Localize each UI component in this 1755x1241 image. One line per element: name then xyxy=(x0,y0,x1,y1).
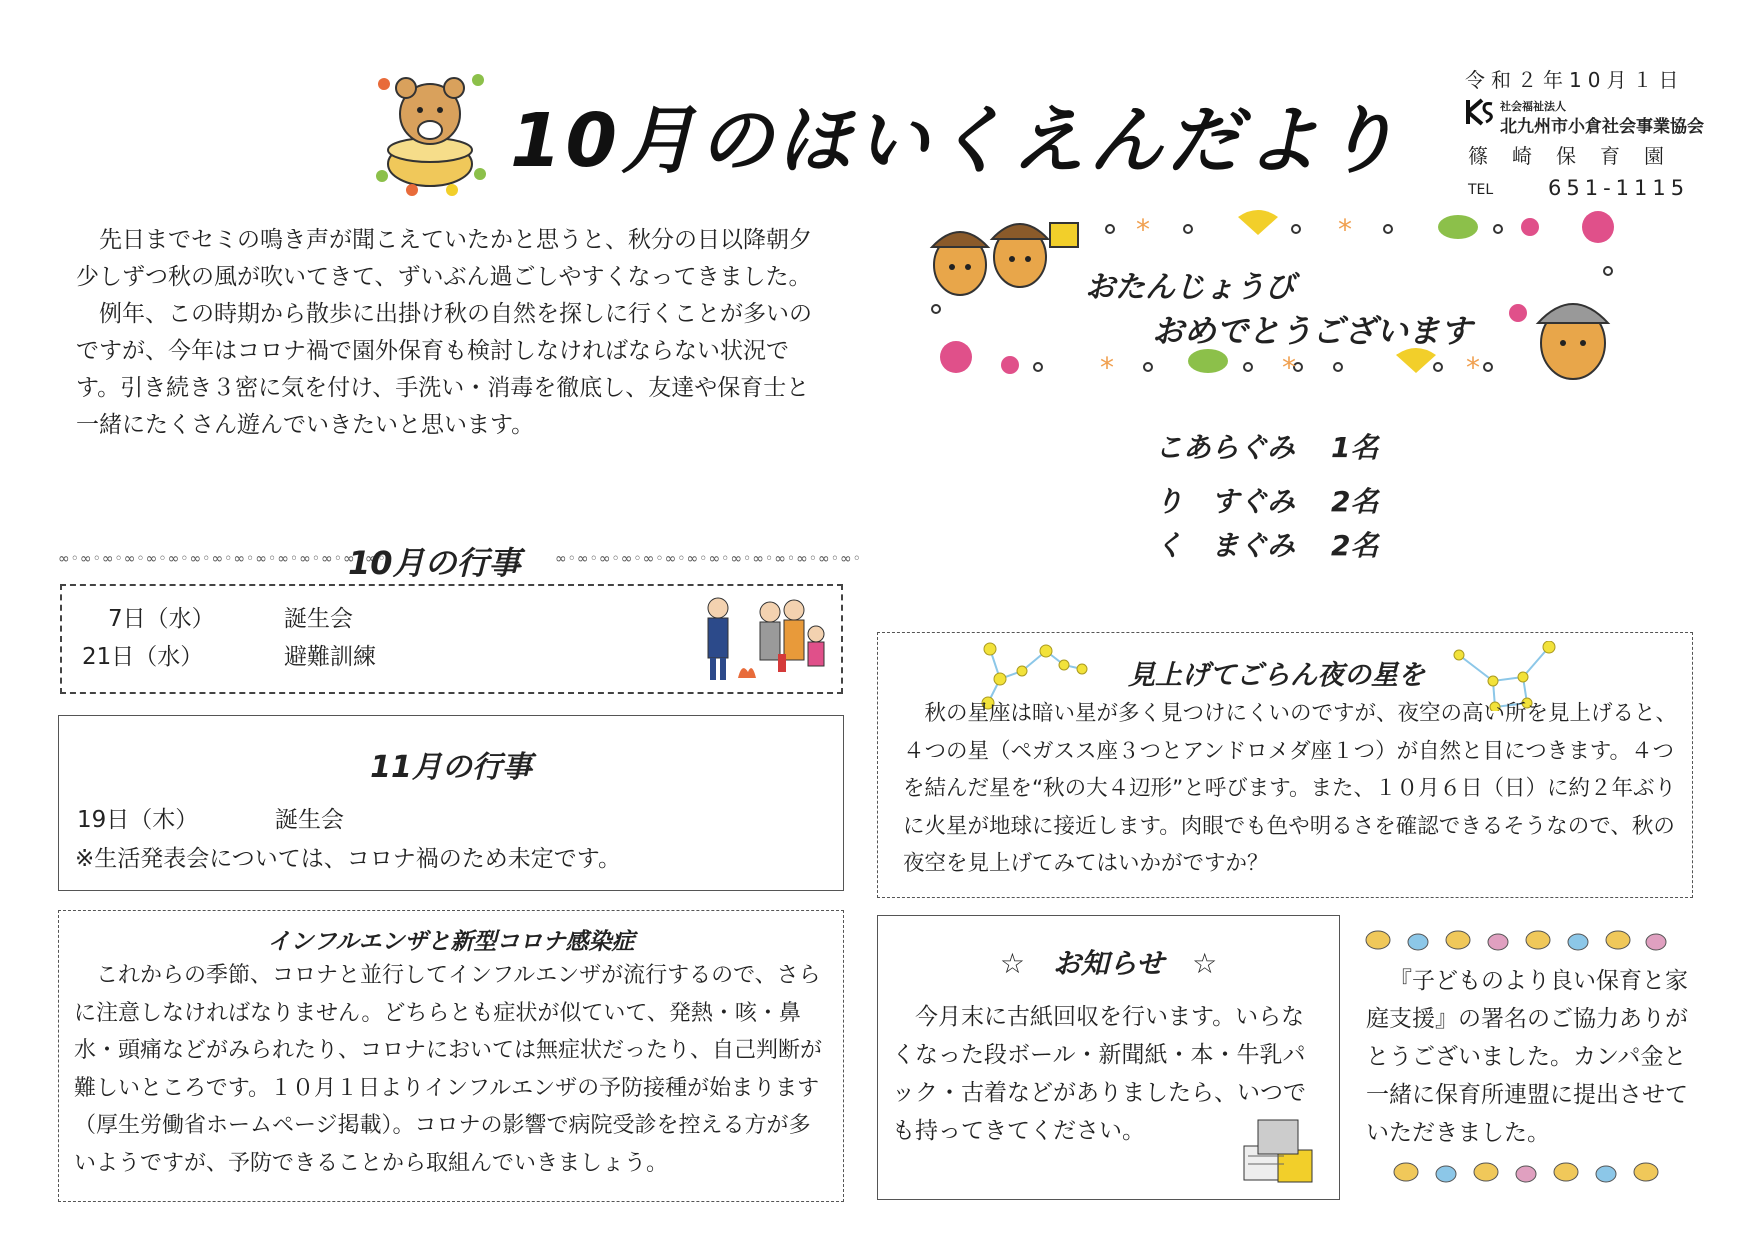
svg-text:*: * xyxy=(1466,351,1480,384)
influenza-body: これからの季節、コロナと並行してインフルエンザが流行するので、さらに注意しなければなりません。どちらとも症状が似ていて、発熱・咳・鼻水・頭痛などがみられたり、コロナにおいては無症状だったり、自己判断が難しいところです。１０月１日よりインフルエンザの予防接種が始まります（厚生労働省ホームページ掲載）。コロナの影響で病院受診を控える方が多いようですが、予防できることから取組んでいきましょう。 xyxy=(74,963,823,1176)
influenza-box xyxy=(58,910,844,1202)
class-name: り すぐみ xyxy=(1155,485,1296,518)
notice-box xyxy=(877,915,1340,1200)
october-events-heading: 10月の行事 xyxy=(348,544,521,582)
bird-border-icon xyxy=(1358,920,1674,960)
birthday-row xyxy=(1155,426,1378,466)
fire-drill-family-icon xyxy=(698,592,828,688)
event-name: 避難訓練 xyxy=(284,644,376,670)
newspaper-bundle-icon xyxy=(1238,1116,1318,1188)
svg-text:*: * xyxy=(1136,213,1150,246)
intro-section xyxy=(76,222,828,444)
squirrel-on-stump-icon xyxy=(372,64,490,196)
event-date: 19日（木） xyxy=(77,807,199,833)
class-name: く まぐみ xyxy=(1155,529,1296,562)
stars-body: 秋の星座は暗い星が多く見つけにくいのですが、夜空の高い所を見上げると、４つの星（ペガスス座３つとアンドロメダ座１つ）が自然と目につきます。４つを結んだ星を“秋の大４辺形”と呼びます。また、１０月６日（日）に約２年ぶりに火星が地球に接近します。肉眼でも色や明るさを確認できるそうなので、秋の夜空を見上げてみてはいかがですか？ xyxy=(903,701,1678,876)
birthday-subtitle: おめでとうございます xyxy=(1152,312,1473,350)
stars-box xyxy=(877,632,1693,898)
stars-heading: 見上げてごらん夜の星を xyxy=(1128,660,1425,691)
chestnut-border-right: ∞◦∞◦∞◦∞◦∞◦∞◦∞◦∞◦∞◦∞◦∞◦∞◦∞◦∞◦ xyxy=(555,551,862,567)
birthday-count: 2名 xyxy=(1331,485,1379,518)
october-events-box xyxy=(60,584,843,694)
notice-body: 今月末に古紙回収を行います。いらなくなった段ボール・新聞紙・本・牛乳パック・古着などがありましたら、いつでも持ってきてください。 xyxy=(892,1004,1306,1144)
event-note: ※生活発表会については、コロナ禍のため未定です。 xyxy=(75,846,621,872)
acorn-characters-icon xyxy=(932,223,1078,295)
org-logo-icon xyxy=(1464,96,1494,128)
tel-number: 651-1115 xyxy=(1548,176,1690,200)
thanks-body: 『子どものより良い保育と家庭支援』の署名のご協力ありがとうございました。カンパ金と一緒に保育所連盟に提出させていただきました。 xyxy=(1366,968,1688,1146)
intro-paragraph: 先日までセミの鳴き声が聞こえていたかと思うと、秋分の日以降朝夕少しずつ秋の風が吹いてきて、ずいぶん過ごしやすくなってきました。 xyxy=(76,227,812,290)
event-date: 21日（水） xyxy=(82,644,204,670)
november-events-heading: 11月の行事 xyxy=(370,750,532,785)
tel-label: TEL xyxy=(1468,182,1494,198)
issue-date: 令和２年10月１日 xyxy=(1465,68,1685,92)
page-title: 10月のほいくえんだより xyxy=(510,98,1401,184)
svg-text:*: * xyxy=(1282,351,1296,384)
class-name: こあらぐみ xyxy=(1155,431,1296,464)
birthday-count: 1名 xyxy=(1331,431,1379,464)
chestnut-border-left: ∞◦∞◦∞◦∞◦∞◦∞◦∞◦∞◦∞◦∞◦∞◦∞◦∞◦∞◦∞◦ xyxy=(58,551,387,567)
acorn-with-bouquet-icon xyxy=(1509,304,1608,379)
event-date: 7日（水） xyxy=(108,606,215,632)
org-type: 社会福祉法人 xyxy=(1500,100,1566,113)
org-name: 北九州市小倉社会事業協会 xyxy=(1500,117,1704,137)
svg-text:*: * xyxy=(1100,351,1114,384)
notice-heading: ☆ お知らせ ☆ xyxy=(999,947,1218,980)
event-name: 誕生会 xyxy=(284,606,353,632)
influenza-heading: インフルエンザと新型コロナ感染症 xyxy=(267,929,635,955)
svg-text:*: * xyxy=(1338,213,1352,246)
nursery-name: 篠崎保育園 xyxy=(1468,144,1688,168)
november-events-box xyxy=(58,715,844,891)
birthday-row xyxy=(1155,480,1378,520)
event-name: 誕生会 xyxy=(275,807,344,833)
bird-border-icon xyxy=(1386,1152,1686,1192)
birthday-title: おたんじょうび xyxy=(1085,270,1295,305)
intro-paragraph: 例年、この時期から散歩に出掛け秋の自然を探しに行くことが多いのですが、今年はコロナ禍で園外保育も検討しなければならない状況です。引き続き３密に気を付け、手洗い・消毒を徹底し、友達や保育士と一緒にたくさん遊んでいきたいと思います。 xyxy=(76,301,812,438)
birthday-row xyxy=(1155,524,1378,564)
birthday-count: 2名 xyxy=(1331,529,1379,562)
